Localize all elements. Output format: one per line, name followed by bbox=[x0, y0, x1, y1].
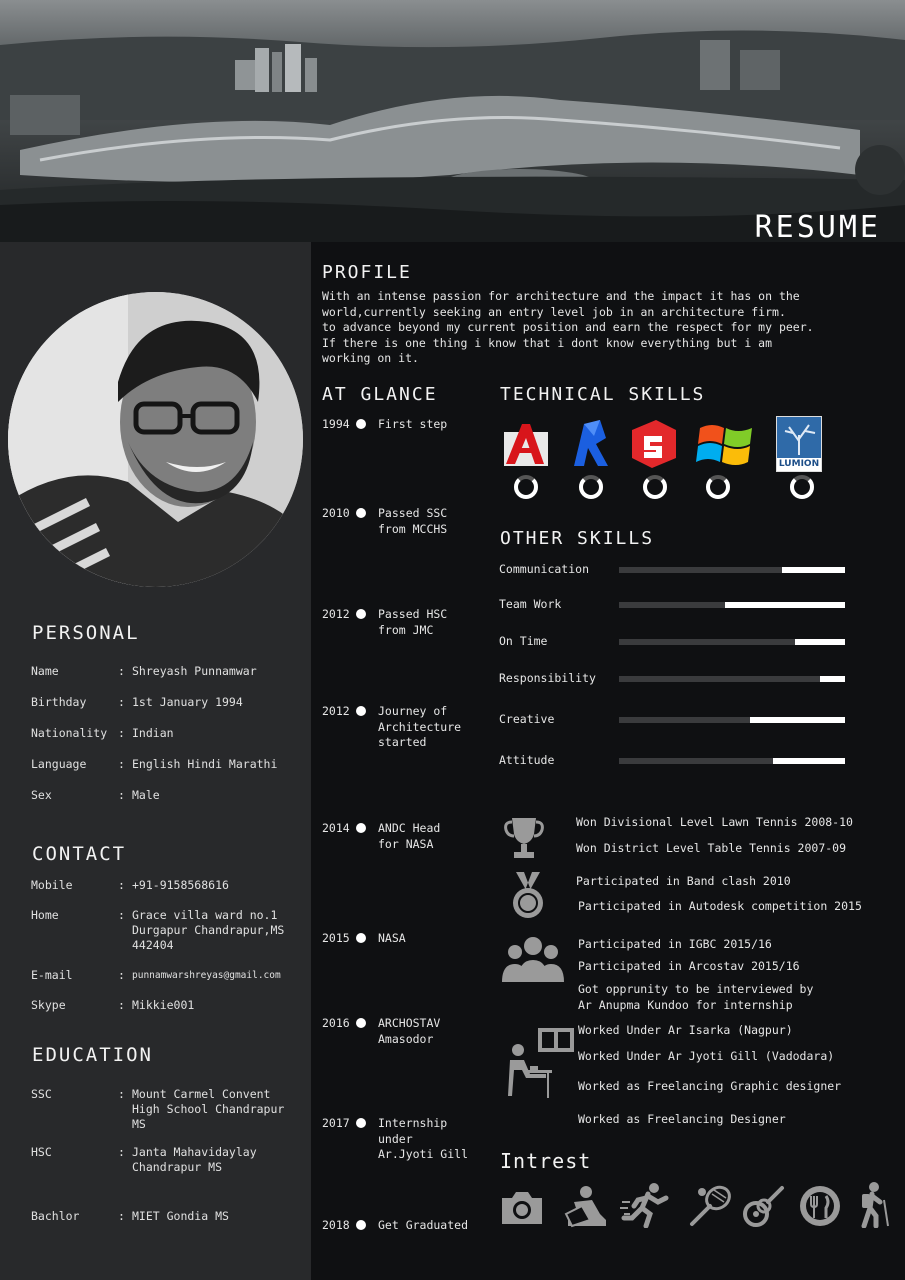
personal-row-value: Male bbox=[132, 788, 160, 802]
achievement-item: Participated in Band clash 2010 bbox=[576, 874, 791, 888]
windows-icon bbox=[696, 418, 756, 474]
profile-heading: PROFILE bbox=[322, 262, 412, 283]
education-row-colon: : bbox=[118, 1145, 125, 1159]
contact-row-value: Grace villa ward no.1 Durgapur Chandrapur,MS 442404 bbox=[132, 908, 285, 952]
timeline-text: First step bbox=[378, 417, 448, 431]
education-row-label: Bachlor bbox=[31, 1209, 80, 1223]
timeline-dot bbox=[356, 1018, 366, 1028]
personal-row-value: Shreyash Punnamwar bbox=[132, 664, 257, 678]
personal-row-colon: : bbox=[118, 726, 125, 740]
lumion-gauge bbox=[788, 473, 816, 501]
timeline-dot bbox=[356, 823, 366, 833]
contact-row-value: +91-9158568616 bbox=[132, 878, 229, 892]
personal-row-colon: : bbox=[118, 788, 125, 802]
personal-row-value: 1st January 1994 bbox=[132, 695, 243, 709]
resume-title: RESUME bbox=[754, 210, 881, 242]
food-icon bbox=[798, 1184, 842, 1232]
skill-bar bbox=[619, 758, 845, 764]
personal-row-value: English Hindi Marathi bbox=[132, 757, 278, 771]
timeline-year: 2016 bbox=[322, 1016, 350, 1030]
timeline-text: NASA bbox=[378, 931, 406, 945]
education-row-colon: : bbox=[118, 1209, 125, 1223]
skill-label: Attitude bbox=[499, 753, 555, 767]
contact-row-value: Mikkie001 bbox=[132, 998, 195, 1012]
portrait-image bbox=[8, 292, 303, 587]
timeline-text: Journey of Architecture started bbox=[378, 704, 462, 749]
hiking-icon bbox=[858, 1182, 892, 1232]
profile-text: With an intense passion for architecture and the impact it has on the world,currently seeking an entry level job in an architecture firm. to advance beyond my current position and earn the respect for my peer. If there is one thing i know that i dont know everything but i am working on it. bbox=[322, 289, 814, 365]
timeline-year: 2010 bbox=[322, 506, 350, 520]
timeline-text: ARCHOSTAV Amasodor bbox=[378, 1016, 441, 1046]
sketchup-icon bbox=[628, 418, 680, 474]
contact-row-label: Mobile bbox=[31, 878, 73, 892]
contact-row-colon: : bbox=[118, 878, 125, 892]
achievement-item: Participated in Arcostav 2015/16 bbox=[578, 959, 800, 973]
education-row-label: SSC bbox=[31, 1087, 52, 1101]
contact-row-label: E-mail bbox=[31, 968, 73, 982]
badminton-icon bbox=[688, 1184, 734, 1232]
timeline-year: 2015 bbox=[322, 931, 350, 945]
personal-row-label: Birthday bbox=[31, 695, 87, 709]
timeline-dot bbox=[356, 508, 366, 518]
timeline-dot bbox=[356, 1118, 366, 1128]
achievement-item: Worked Under Ar Isarka (Nagpur) bbox=[578, 1023, 793, 1037]
skill-bar-fill bbox=[619, 758, 773, 764]
other-skills-heading: OTHER SKILLS bbox=[500, 528, 655, 549]
education-row-label: HSC bbox=[31, 1145, 52, 1159]
personal-row-label: Language bbox=[31, 757, 87, 771]
skill-bar-fill bbox=[619, 567, 782, 573]
skill-bar bbox=[619, 676, 845, 682]
contact-row-label: Home bbox=[31, 908, 59, 922]
personal-row-value: Indian bbox=[132, 726, 174, 740]
skill-bar-fill bbox=[619, 676, 820, 682]
skill-label: Communication bbox=[499, 562, 590, 576]
timeline-year: 2018 bbox=[322, 1218, 350, 1232]
timeline-year: 2012 bbox=[322, 607, 350, 621]
profile-photo bbox=[8, 292, 303, 587]
skill-label: Team Work bbox=[499, 597, 562, 611]
achievement-item: Got opprunity to be interviewed by Ar Anupma Kundoo for internship bbox=[578, 982, 814, 1012]
windows-gauge bbox=[704, 473, 732, 501]
guitar-icon bbox=[742, 1184, 786, 1232]
skill-bar-fill bbox=[619, 602, 725, 608]
timeline-year: 2014 bbox=[322, 821, 350, 835]
education-row-colon: : bbox=[118, 1087, 125, 1101]
timeline-dot bbox=[356, 419, 366, 429]
skill-bar-fill bbox=[619, 639, 795, 645]
timeline-year: 2017 bbox=[322, 1116, 350, 1130]
timeline-dot bbox=[356, 609, 366, 619]
skill-bar bbox=[619, 602, 845, 608]
glance-heading: AT GLANCE bbox=[322, 384, 438, 405]
medal-icon bbox=[510, 870, 546, 924]
achievement-item: Worked as Freelancing Graphic designer bbox=[578, 1079, 842, 1093]
contact-row-label: Skype bbox=[31, 998, 66, 1012]
lumion-label: LUMION bbox=[778, 459, 820, 469]
contact-heading: CONTACT bbox=[32, 843, 127, 865]
trophy-icon bbox=[504, 814, 544, 864]
timeline-dot bbox=[356, 706, 366, 716]
achievement-item: Participated in IGBC 2015/16 bbox=[578, 937, 772, 951]
timeline-dot bbox=[356, 933, 366, 943]
timeline-year: 2012 bbox=[322, 704, 350, 718]
achievement-item: Worked Under Ar Jyoti Gill (Vadodara) bbox=[578, 1049, 835, 1063]
timeline-text: Passed SSC from MCCHS bbox=[378, 506, 448, 536]
achievement-item: Won District Level Table Tennis 2007-09 bbox=[576, 841, 847, 855]
contact-row-colon: : bbox=[118, 968, 125, 982]
skill-label: Creative bbox=[499, 712, 555, 726]
skill-bar bbox=[619, 567, 845, 573]
group-icon bbox=[502, 934, 564, 990]
camera-icon bbox=[498, 1188, 546, 1232]
education-heading: EDUCATION bbox=[32, 1044, 153, 1066]
contact-row-colon: : bbox=[118, 998, 125, 1012]
revit-gauge bbox=[577, 473, 605, 501]
achievement-item: Won Divisional Level Lawn Tennis 2008-10 bbox=[576, 815, 853, 829]
personal-row-label: Nationality bbox=[31, 726, 108, 740]
timeline-year: 1994 bbox=[322, 417, 350, 431]
technical-heading: TECHNICAL SKILLS bbox=[500, 384, 706, 405]
interest-heading: Intrest bbox=[500, 1149, 592, 1173]
education-row-value: Mount Carmel Convent High School Chandrapur MS bbox=[132, 1087, 285, 1131]
reading-icon bbox=[560, 1184, 608, 1232]
education-row-value: Janta Mahavidaylay Chandrapur MS bbox=[132, 1145, 257, 1174]
timeline-text: Get Graduated bbox=[378, 1218, 469, 1232]
skill-label: Responsibility bbox=[499, 671, 596, 685]
work-desk-icon bbox=[500, 1026, 578, 1104]
running-icon bbox=[620, 1182, 672, 1232]
personal-row-colon: : bbox=[118, 664, 125, 678]
contact-row-value: punnamwarshreyas@gmail.com bbox=[132, 970, 281, 981]
achievement-item: Worked as Freelancing Designer bbox=[578, 1112, 786, 1126]
autocad-icon bbox=[500, 418, 552, 474]
skill-bar-fill bbox=[619, 717, 750, 723]
skill-bar bbox=[619, 717, 845, 723]
skill-label: On Time bbox=[499, 634, 548, 648]
timeline-text: ANDC Head for NASA bbox=[378, 821, 441, 851]
architecture-rendering-image bbox=[0, 0, 905, 242]
personal-row-colon: : bbox=[118, 757, 125, 771]
personal-row-label: Name bbox=[31, 664, 59, 678]
timeline-text: Internship under Ar.Jyoti Gill bbox=[378, 1116, 469, 1161]
sketchup-gauge bbox=[641, 473, 669, 501]
header-banner bbox=[0, 0, 905, 242]
education-row-value: MIET Gondia MS bbox=[132, 1209, 229, 1223]
personal-row-label: Sex bbox=[31, 788, 52, 802]
skill-bar bbox=[619, 639, 845, 645]
lumion-icon bbox=[776, 416, 822, 472]
achievement-item: Participated in Autodesk competition 2015 bbox=[578, 899, 862, 913]
personal-row-colon: : bbox=[118, 695, 125, 709]
autocad-gauge bbox=[512, 473, 540, 501]
timeline-dot bbox=[356, 1220, 366, 1230]
contact-row-colon: : bbox=[118, 908, 125, 922]
revit-icon bbox=[566, 418, 614, 474]
timeline-text: Passed HSC from JMC bbox=[378, 607, 448, 637]
personal-heading: PERSONAL bbox=[32, 622, 140, 644]
